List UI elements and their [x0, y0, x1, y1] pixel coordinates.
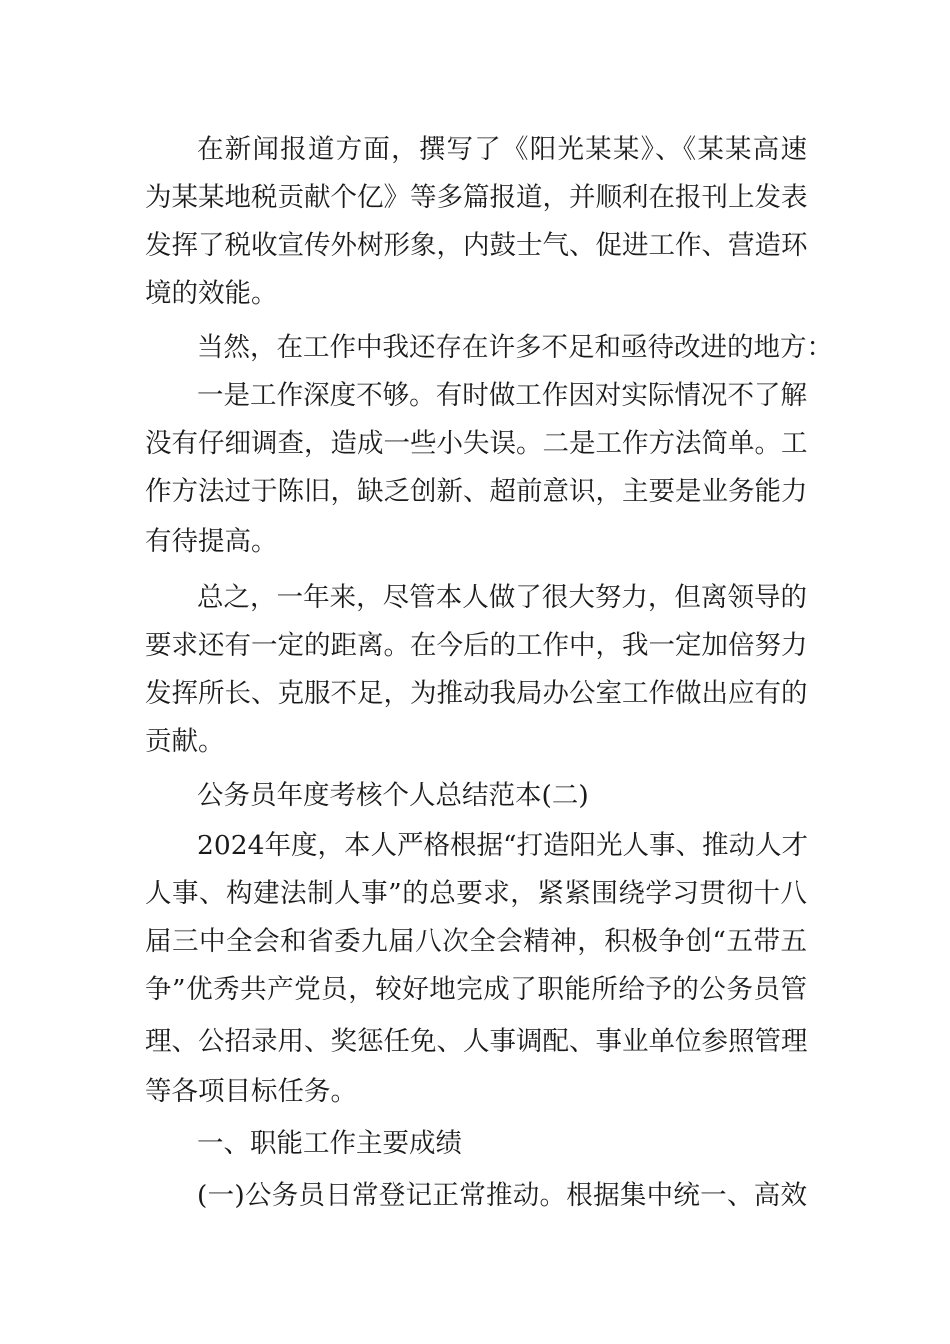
paragraph-news-reporting-line-2: 为某某地税贡献个亿》等多篇报道，并顺利在报刊上发表: [145, 182, 808, 213]
paragraph-annual-summary-line-3: 届三中全会和省委九届八次全会精神，积极争创“五带五: [145, 926, 807, 957]
paragraph-annual-summary-line-5: 理、公招录用、奖惩任免、人事调配、事业单位参照管理: [145, 1026, 808, 1057]
paragraph-annual-summary-line-4: 争”优秀共产党员，较好地完成了职能所给予的公务员管: [145, 974, 807, 1005]
paragraph-annual-summary-line-6: 等各项目标任务。: [145, 1076, 357, 1107]
paragraph-annual-summary-line-2: 人事、构建法制人事”的总要求，紧紧围绕学习贯彻十八: [145, 878, 807, 909]
paragraph-shortcomings-intro: 当然，在工作中我还存在许多不足和亟待改进的地方：: [197, 332, 833, 363]
paragraph-conclusion-line-2: 要求还有一定的距离。在今后的工作中，我一定加倍努力: [145, 630, 808, 661]
paragraph-conclusion-line-3: 发挥所长、克服不足，为推动我局办公室工作做出应有的: [145, 678, 808, 709]
heading-main-achievements: 一、职能工作主要成绩: [197, 1128, 462, 1159]
paragraph-conclusion-line-4: 贡献。: [145, 726, 225, 757]
paragraph-news-reporting-line-3: 发挥了税收宣传外树形象，内鼓士气、促进工作、营造环: [145, 230, 808, 261]
paragraph-registration-line-1: (一)公务员日常登记正常推动。根据集中统一、高效: [197, 1180, 807, 1211]
paragraph-conclusion-line-1: 总之，一年来，尽管本人做了很大努力，但离领导的: [197, 582, 807, 613]
paragraph-news-reporting-line-1: 在新闻报道方面，撰写了《阳光某某》、《某某高速: [197, 134, 807, 165]
paragraph-shortcomings-line-2: 没有仔细调查，造成一些小失误。二是工作方法简单。工: [145, 428, 808, 459]
paragraph-annual-summary-line-1: 2024年度，本人严格根据“打造阳光人事、推动人才: [197, 830, 808, 861]
section-title-sample-two: 公务员年度考核个人总结范本(二): [197, 780, 589, 811]
paragraph-shortcomings-line-4: 有待提高。: [145, 526, 278, 557]
paragraph-shortcomings-line-1: 一是工作深度不够。有时做工作因对实际情况不了解: [197, 380, 807, 411]
paragraph-shortcomings-line-3: 作方法过于陈旧，缺乏创新、超前意识，主要是业务能力: [145, 476, 808, 507]
paragraph-news-reporting-line-4: 境的效能。: [145, 278, 278, 309]
